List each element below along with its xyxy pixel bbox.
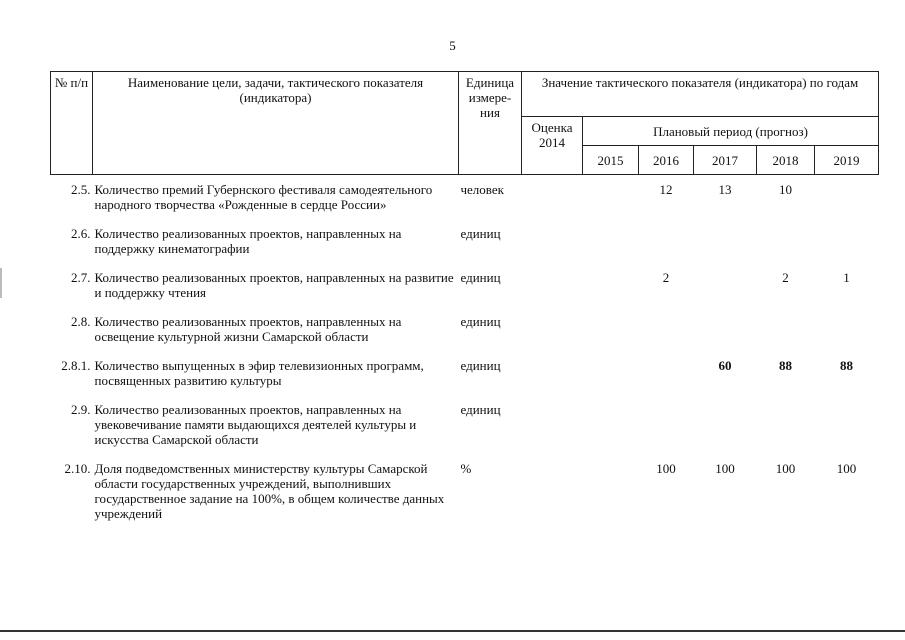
value-2018: 100	[775, 461, 796, 476]
value-2016: 12	[659, 182, 673, 197]
row-name: Количество реализованных проектов, направленных на развитие и поддержку чтения	[94, 270, 454, 300]
value-2018	[757, 402, 815, 461]
value-2014	[522, 182, 583, 226]
value-2018: 2	[782, 270, 789, 285]
header-plan-period: Плановый период (прогноз)	[583, 117, 879, 146]
value-2018: 10	[779, 182, 792, 197]
value-2015	[583, 270, 639, 314]
table-row	[51, 314, 879, 358]
row-unit: %	[460, 461, 472, 476]
value-2018	[757, 314, 815, 358]
value-2014	[522, 226, 583, 270]
header-year-2015: 2015	[583, 146, 639, 175]
row-name: Количество реализованных проектов, направленных на поддержку кинематографии	[94, 226, 402, 256]
scan-margin-mark	[0, 268, 2, 298]
value-2015	[583, 314, 639, 358]
row-unit: человек	[460, 182, 504, 197]
value-2017: 60	[718, 358, 732, 373]
value-2015	[583, 358, 639, 402]
indicator-table	[50, 71, 879, 535]
value-2019: 88	[840, 358, 854, 373]
row-unit: единиц	[460, 402, 501, 417]
row-number: 2.8.1.	[61, 358, 91, 373]
table-body	[51, 175, 879, 536]
value-2018: 88	[779, 358, 792, 373]
header-values-title: Значение тактического показателя (индикатора) по годам	[522, 72, 879, 117]
row-number: 2.10.	[64, 461, 91, 476]
value-2019: 100	[836, 461, 857, 476]
value-2017	[694, 314, 757, 358]
value-2017	[694, 226, 757, 270]
value-2017	[694, 270, 757, 314]
value-2016	[639, 402, 694, 461]
value-2016: 100	[656, 461, 676, 476]
value-2018	[757, 226, 815, 270]
header-year-2019: 2019	[815, 146, 879, 175]
value-2014	[522, 461, 583, 535]
header-estimate: Оценка 2014	[522, 117, 583, 175]
header-num: № п/п	[51, 72, 93, 175]
value-2017: 13	[718, 182, 732, 197]
row-name: Количество выпущенных в эфир телевизионных программ, посвященных развитию культуры	[94, 358, 424, 388]
value-2015	[583, 461, 639, 535]
value-2016	[639, 358, 694, 402]
table-header	[51, 72, 879, 175]
row-unit: единиц	[460, 314, 501, 329]
value-2019	[815, 402, 879, 461]
value-2014	[522, 270, 583, 314]
value-2014	[522, 314, 583, 358]
row-number: 2.6.	[71, 226, 91, 241]
page-number: 5	[449, 38, 456, 53]
value-2015	[583, 226, 639, 270]
table-row	[51, 358, 879, 402]
bottom-rule	[0, 630, 905, 632]
value-2014	[522, 358, 583, 402]
value-2014	[522, 402, 583, 461]
header-year-2017: 2017	[694, 146, 757, 175]
table-row	[51, 402, 879, 461]
row-name: Количество реализованных проектов, направленных на освещение культурной жизни Самарской области	[94, 314, 402, 344]
row-unit: единиц	[460, 270, 501, 285]
value-2015	[583, 182, 639, 226]
table-row	[51, 461, 879, 535]
value-2019	[815, 314, 879, 358]
value-2017	[694, 402, 757, 461]
value-2019: 1	[843, 270, 850, 285]
table-row	[51, 226, 879, 270]
row-unit: единиц	[460, 226, 501, 241]
header-unit: Единица измере-ния	[459, 72, 522, 175]
value-2019	[815, 182, 879, 226]
table-row	[51, 182, 879, 226]
header-name: Наименование цели, задачи, тактического показателя (индикатора)	[93, 72, 459, 175]
value-2015	[583, 402, 639, 461]
table-row	[51, 270, 879, 314]
row-number: 2.5.	[71, 182, 91, 197]
header-year-2016: 2016	[639, 146, 694, 175]
row-name: Количество премий Губернского фестиваля самодеятельного народного творчества «Рожденные в сердце России»	[94, 182, 433, 212]
value-2019	[815, 226, 879, 270]
value-2016	[639, 314, 694, 358]
row-name: Доля подведомственных министерству культуры Самарской области государственных учреждений, выполнивших государственное задание на 100%, в общем количестве данных учреждений	[94, 461, 445, 521]
row-name: Количество реализованных проектов, направленных на увековечивание памяти выдающихся деятелей культуры и искусства Самарской области	[94, 402, 417, 447]
row-number: 2.8.	[71, 314, 91, 329]
value-2016: 2	[662, 270, 670, 285]
value-2017: 100	[715, 461, 735, 476]
row-number: 2.7.	[71, 270, 91, 285]
header-year-2018: 2018	[757, 146, 815, 175]
value-2016	[639, 226, 694, 270]
row-unit: единиц	[460, 358, 501, 373]
row-number: 2.9.	[71, 402, 91, 417]
